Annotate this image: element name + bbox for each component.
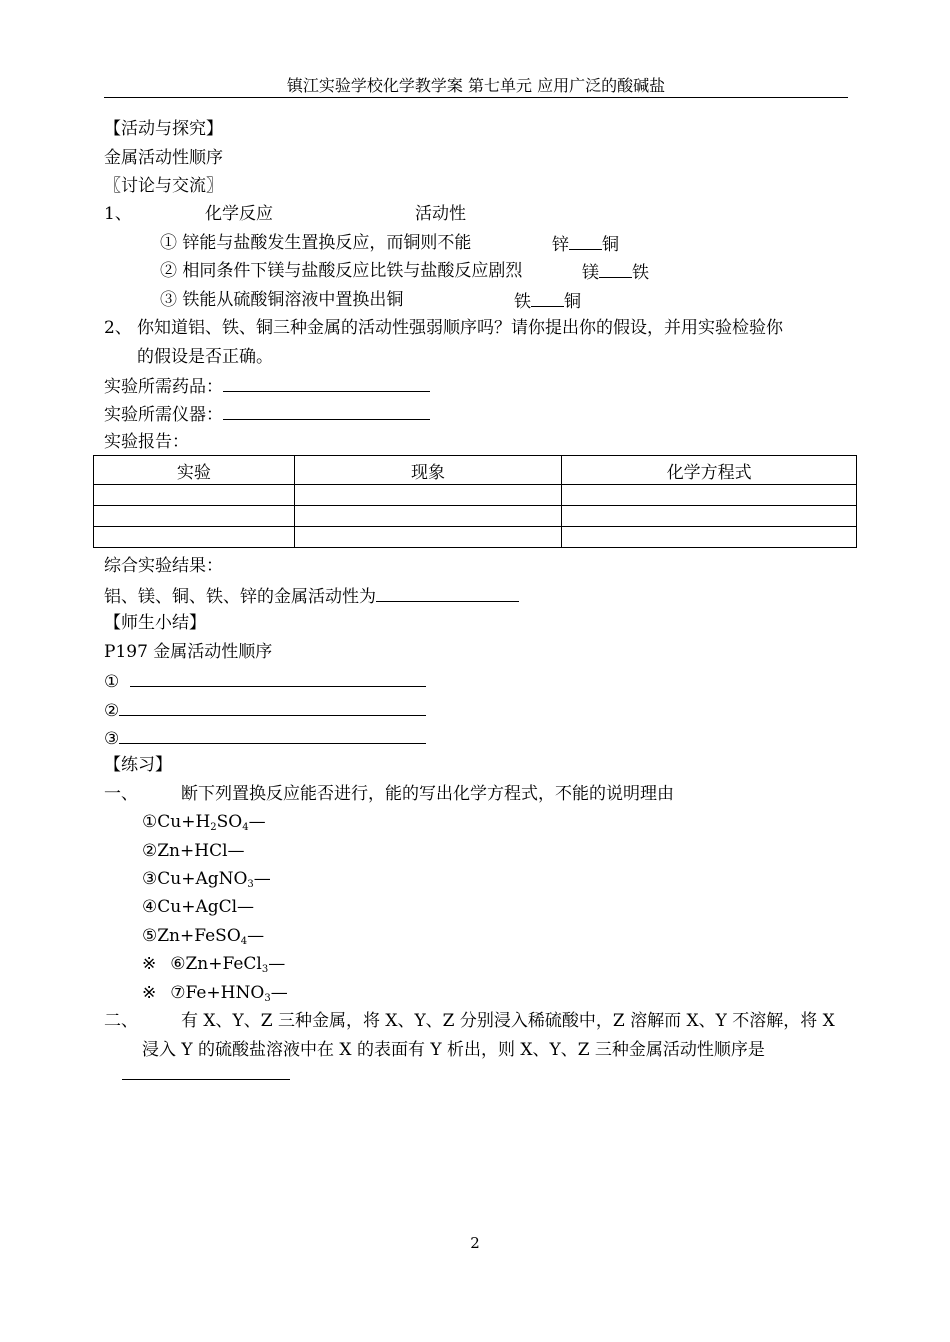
summary-item-3: ③ xyxy=(104,726,426,750)
answer-blank[interactable] xyxy=(599,260,632,278)
header-phenomenon: 现象 xyxy=(294,456,562,485)
exercise-2-number: 二、 xyxy=(104,1011,138,1031)
reaction-4: ④Cu+AgCl— xyxy=(142,897,255,917)
page-number: 2 xyxy=(470,1234,480,1252)
q1-item-1-answer: 锌 铜 xyxy=(552,232,619,256)
header-equation: 化学方程式 xyxy=(562,456,857,485)
table-cell[interactable] xyxy=(94,527,295,548)
q1-number: 1、 xyxy=(104,204,132,224)
result-blank[interactable] xyxy=(376,584,519,602)
table-cell[interactable] xyxy=(294,506,562,527)
answer-blank[interactable] xyxy=(569,232,602,250)
result-row: 铝、镁、铜、铁、锌的金属活动性为 xyxy=(104,584,519,608)
drugs-row: 实验所需药品： xyxy=(104,374,430,398)
section-activity-title: 【活动与探究】 xyxy=(104,119,223,139)
answer-blank[interactable] xyxy=(531,289,564,307)
result-label: 综合实验结果： xyxy=(104,556,223,576)
discussion-title: 〖讨论与交流〗 xyxy=(104,176,223,196)
metal-activity-subtitle: 金属活动性顺序 xyxy=(104,148,223,168)
q1-item-3: ③ 铁能从硫酸铜溶液中置换出铜 xyxy=(160,290,404,310)
reaction-3: ③Cu+AgNO$_3$— xyxy=(142,869,271,890)
summary-title: 【师生小结】 xyxy=(104,613,206,633)
practice-title: 【练习】 xyxy=(104,755,172,775)
header-experiment: 实验 xyxy=(94,456,295,485)
asterisk-mark: ※ xyxy=(142,954,157,974)
q2-line-1: 你知道铝、铁、铜三种金属的活动性强弱顺序吗？请你提出你的假设，并用实验检验你 xyxy=(137,318,783,338)
table-cell[interactable] xyxy=(294,527,562,548)
report-label: 实验报告： xyxy=(104,432,189,452)
table-row xyxy=(94,485,857,506)
summary-item-2: ② xyxy=(104,698,426,722)
table-cell[interactable] xyxy=(562,485,857,506)
table-cell[interactable] xyxy=(562,527,857,548)
q1-item-3-answer: 铁 铜 xyxy=(514,289,581,313)
table-row xyxy=(94,527,857,548)
q1-item-2-answer: 镁 铁 xyxy=(582,260,649,284)
summary-blank[interactable] xyxy=(119,698,426,716)
summary-item-1: ① xyxy=(104,669,426,693)
summary-blank[interactable] xyxy=(119,726,426,744)
experiment-report-table xyxy=(93,455,857,548)
reaction-2: ②Zn+HCl— xyxy=(142,841,245,861)
p197-heading: P197 金属活动性顺序 xyxy=(104,642,273,662)
q1-item-1: ① 锌能与盐酸发生置换反应，而铜则不能 xyxy=(160,233,472,253)
summary-blank[interactable] xyxy=(130,669,426,687)
instruments-blank[interactable] xyxy=(223,402,430,420)
instruments-row: 实验所需仪器： xyxy=(104,402,430,426)
exercise-2-answer xyxy=(122,1062,290,1086)
table-cell[interactable] xyxy=(562,506,857,527)
table-cell[interactable] xyxy=(94,485,295,506)
table-cell[interactable] xyxy=(94,506,295,527)
q2-line-2: 的假设是否正确。 xyxy=(137,347,273,367)
q1-item-2: ② 相同条件下镁与盐酸反应比铁与盐酸反应剧烈 xyxy=(160,261,523,281)
q1-col-activity: 活动性 xyxy=(415,204,466,224)
reaction-5: ⑤Zn+FeSO$_4$— xyxy=(142,926,265,947)
table-row xyxy=(94,506,857,527)
q2-number: 2、 xyxy=(104,318,132,338)
drugs-blank[interactable] xyxy=(223,374,430,392)
answer-blank[interactable] xyxy=(122,1062,290,1080)
exercise-1-number: 一、 xyxy=(104,784,138,804)
reaction-1: $①Cu+H_2SO_4—$ xyxy=(142,812,266,833)
exercise-2-line-1: 有 X、Y、Z 三种金属，将 X、Y、Z 分别浸入稀硫酸中，Z 溶解而 X、Y 不溶解，将 X xyxy=(181,1011,835,1031)
page-header: 镇江实验学校化学教学案 第七单元 应用广泛的酸碱盐 xyxy=(104,76,848,98)
q1-col-reaction: 化学反应 xyxy=(205,204,273,224)
reaction-7: ※ $⑦Fe+HNO_3—$ xyxy=(142,983,288,1004)
table-cell[interactable] xyxy=(294,485,562,506)
exercise-2-line-2: 浸入 Y 的硫酸盐溶液中在 X 的表面有 Y 析出，则 X、Y、Z 三种金属活动性顺序是 xyxy=(142,1040,765,1060)
table-header-row xyxy=(94,456,857,485)
exercise-1-text: 断下列置换反应能否进行，能的写出化学方程式，不能的说明理由 xyxy=(181,784,674,804)
reaction-6: ※ ⑥Zn+FeCl$_3$— xyxy=(142,954,286,975)
asterisk-mark: ※ xyxy=(142,983,157,1003)
